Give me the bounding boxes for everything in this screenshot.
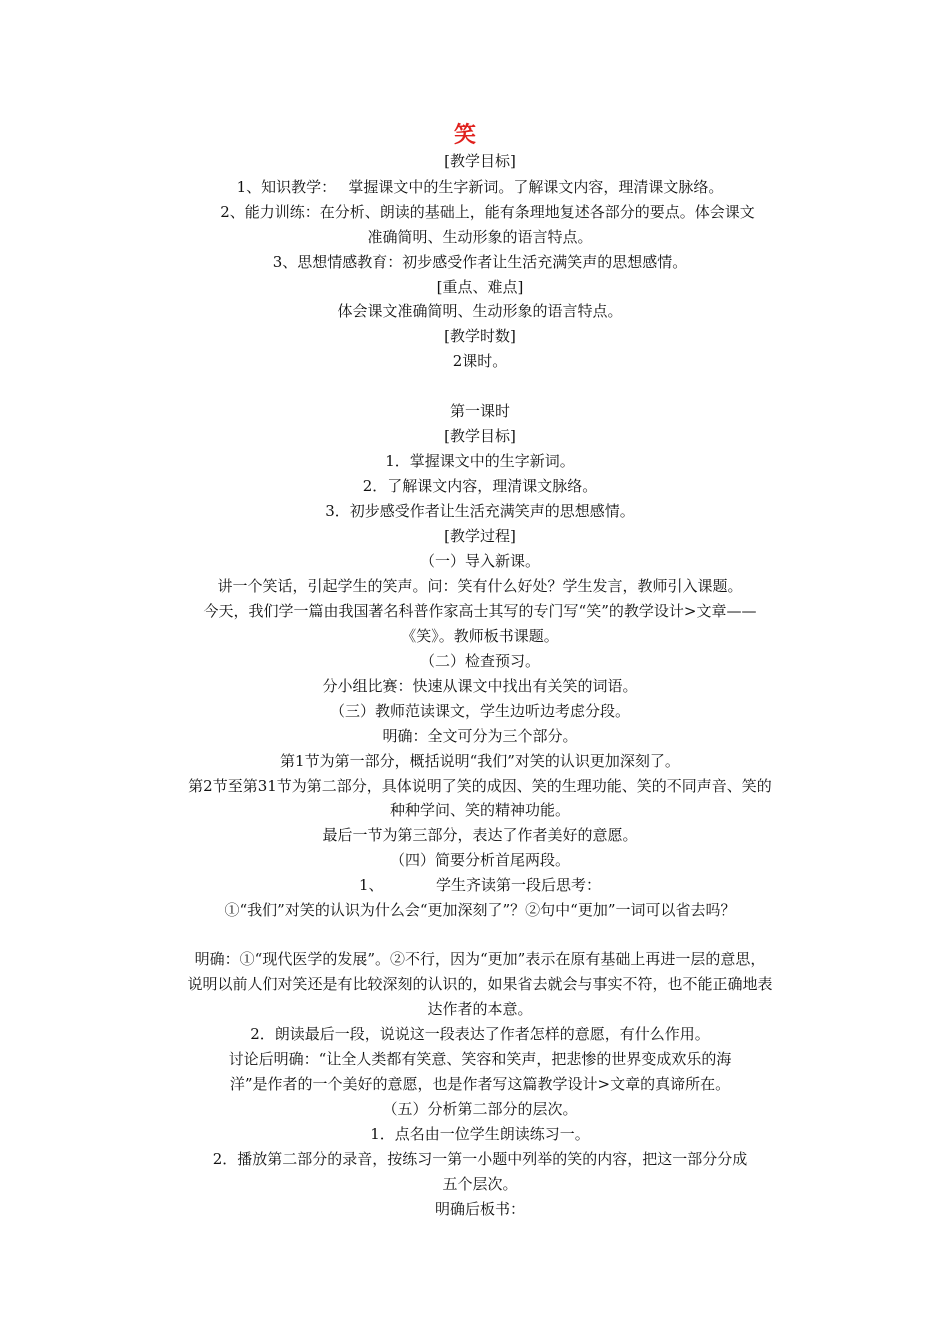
paragraph-line: 洋”是作者的一个美好的意愿，也是作者写这篇教学设计>文章的真谛所在。 xyxy=(229,1075,731,1093)
paragraph-line: 2．朗读最后一段，说说这一段表达了作者怎样的意愿，有什么作用。 xyxy=(250,1025,710,1043)
paragraph-line: 分小组比赛：快速从课文中找出有关笑的词语。 xyxy=(322,677,638,695)
goal-ability: 2、能力训练：在分析、朗读的基础上，能有条理地复述各部分的要点。体会课文 xyxy=(205,203,755,221)
paragraph-line: 第2节至第31节为第二部分，具体说明了笑的成因、笑的生理功能、笑的不同声音、笑的 xyxy=(188,777,772,795)
key-points-text: 体会课文准确简明、生动形象的语言特点。 xyxy=(337,302,623,320)
lesson-goal-2: 2．了解课文内容，理清课文脉络。 xyxy=(362,477,598,495)
paragraph-line: 1．点名由一位学生朗读练习一。 xyxy=(370,1125,590,1143)
paragraph-line: 明确：全文可分为三个部分。 xyxy=(382,727,578,745)
lesson-goal-3: 3．初步感受作者让生活充满笑声的思想感情。 xyxy=(325,502,635,520)
paragraph-line: 五个层次。 xyxy=(442,1175,518,1193)
heading-first-lesson: 第一课时 xyxy=(449,402,510,420)
heading-teaching-process: [教学过程] xyxy=(444,527,516,545)
paragraph-line: 明确后板书： xyxy=(434,1200,525,1218)
step-model-reading: （三）教师范读课文，学生边听边考虑分段。 xyxy=(329,702,630,720)
paragraph-line: 讲一个笑话，引起学生的笑声。问：笑有什么好处？学生发言，教师引入课题。 xyxy=(217,577,743,595)
step-check-preview: （二）检查预习。 xyxy=(419,652,540,670)
paragraph-line: 今天，我们学一篇由我国著名科普作家高士其写的专门写“笑”的教学设计>文章—— xyxy=(203,602,757,620)
paragraph-line: 第1节为第一部分，概括说明“我们”对笑的认识更加深刻了。 xyxy=(280,752,680,770)
goal-knowledge: 1、知识教学： 掌握课文中的生字新词。了解课文内容，理清课文脉络。 xyxy=(236,178,724,196)
heading-lesson-goals: [教学目标] xyxy=(444,427,516,445)
paragraph-line: 最后一节为第三部分，表达了作者美好的意愿。 xyxy=(322,826,638,844)
paragraph-line: 讨论后明确：“让全人类都有笑意、笑容和笑声，把悲惨的世界变成欢乐的海 xyxy=(228,1050,732,1068)
step-analyze-ends: （四）简要分析首尾两段。 xyxy=(389,851,570,869)
heading-class-hours: [教学时数] xyxy=(444,327,516,345)
step-intro: （一）导入新课。 xyxy=(419,552,540,570)
class-hours-text: 2课时。 xyxy=(452,352,508,370)
lesson-goal-1: 1．掌握课文中的生字新词。 xyxy=(385,452,575,470)
paragraph-line: 说明以前人们对笑还是有比较深刻的认识的，如果省去就会与事实不符，也不能正确地表 xyxy=(187,975,773,993)
paragraph-line: 种种学问、笑的精神功能。 xyxy=(389,801,570,819)
paragraph-line: 达作者的本意。 xyxy=(427,1000,533,1018)
paragraph-line: 2．播放第二部分的录音，按练习一第一小题中列举的笑的内容，把这一部分分成 xyxy=(212,1150,748,1168)
heading-key-points: [重点、难点] xyxy=(436,278,524,296)
paragraph-line: ①“我们”对笑的认识为什么会“更加深刻了”？②句中“更加”一词可以省去吗？ xyxy=(224,901,736,919)
paragraph-line: 《笑》。教师板书课题。 xyxy=(401,627,559,645)
step-second-part: （五）分析第二部分的层次。 xyxy=(382,1100,578,1118)
goal-ability-cont: 准确简明、生动形象的语言特点。 xyxy=(367,228,593,246)
goal-emotion: 3、思想情感教育：初步感受作者让生活充满笑声的思想感情。 xyxy=(272,253,688,271)
paragraph-line: 明确：①“现代医学的发展”。②不行，因为“更加”表示在原有基础上再进一层的意思， xyxy=(194,950,766,968)
paragraph-line: 1、 学生齐读第一段后思考： xyxy=(358,876,602,894)
document-title: 笑 xyxy=(453,123,476,148)
heading-teaching-goals: [教学目标] xyxy=(444,152,516,170)
